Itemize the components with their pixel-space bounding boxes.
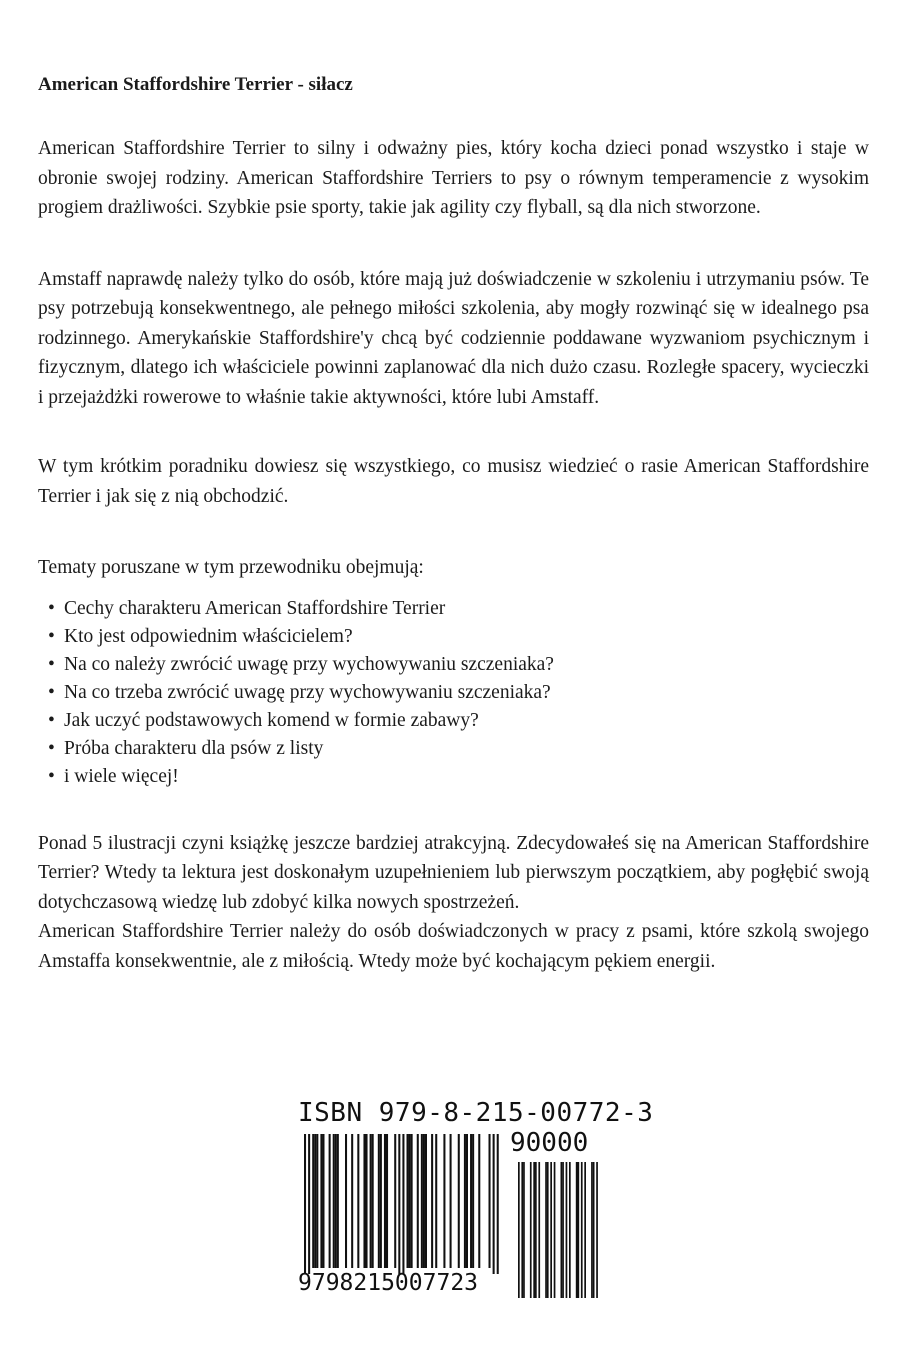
barcode-bar	[398, 1134, 400, 1274]
barcode-bar	[421, 1134, 423, 1268]
barcode-bar	[472, 1134, 474, 1268]
barcode-addon-bar	[523, 1162, 525, 1298]
barcode-addon-bar	[581, 1162, 583, 1298]
barcode-addon-bar	[518, 1162, 520, 1298]
book-title: American Staffordshire Terrier - siłacz	[38, 74, 353, 95]
bullet-icon: •	[48, 737, 55, 759]
barcode-addon-bar	[533, 1162, 535, 1298]
barcode-bar	[443, 1134, 445, 1268]
barcode-addon-bar	[578, 1162, 580, 1298]
barcode-bar	[489, 1134, 491, 1268]
barcode-bar	[304, 1134, 306, 1274]
barcode-bar	[470, 1134, 472, 1268]
barcode-bar	[497, 1134, 499, 1274]
barcode-addon-bar	[521, 1162, 523, 1298]
barcode-bar	[478, 1134, 480, 1268]
list-item: • Jak uczyć podstawowych komend w formie zabawy?	[38, 707, 869, 735]
isbn-label: ISBN 979-8-215-00772-3	[298, 1098, 654, 1128]
barcode-bar	[363, 1134, 365, 1268]
list-item: • Na co trzeba zwrócić uwagę przy wychowywaniu szczeniaka?	[38, 679, 869, 707]
guide-paragraph: W tym krótkim poradniku dowiesz się wszystkiego, co musisz wiedzieć o rasie American Staffordshire Terrier i jak się z nią obchodzić.	[38, 456, 869, 507]
barcode-bar	[329, 1134, 331, 1268]
barcode-bar	[384, 1134, 386, 1268]
barcode-bar	[458, 1134, 460, 1268]
topics-list	[38, 595, 869, 791]
barcode-bar	[425, 1134, 427, 1268]
barcode-addon-bar	[538, 1162, 540, 1298]
barcode-bar	[333, 1134, 335, 1268]
barcode-addon-bar	[530, 1162, 532, 1298]
barcode-addon-bar	[554, 1162, 556, 1298]
barcode-addon-bar	[562, 1162, 564, 1298]
barcode-bar	[312, 1134, 314, 1268]
barcode-bar	[308, 1134, 310, 1274]
barcode-bar	[316, 1134, 318, 1268]
bullet-icon: •	[48, 597, 55, 619]
barcode-bar	[435, 1134, 437, 1268]
barcode-bar	[366, 1134, 368, 1268]
bullet-icon: •	[48, 681, 55, 703]
barcode-addon-bar	[569, 1162, 571, 1298]
illustrations-paragraph: Ponad 5 ilustracji czyni książkę jeszcze bardziej atrakcyjną. Zdecydowałeś się na American Staffordshire Terrier? Wtedy ta lektura jest doskonałym uzupełnieniem lub pierwszym początkiem, aby pogłębić swoją dotychczasową wiedzę lub zdobyć kilka nowych spostrzeżeń.	[38, 832, 869, 913]
barcode-bar	[370, 1134, 372, 1268]
topics-heading: Tematy poruszane w tym przewodniku obejmują:	[38, 557, 424, 578]
barcode-addon-digits: 90000	[510, 1128, 589, 1158]
barcode-bar	[320, 1134, 322, 1268]
bullet-icon: •	[48, 765, 55, 787]
barcode-bar	[409, 1134, 411, 1268]
bullet-icon: •	[48, 625, 55, 647]
barcode-bar	[335, 1134, 337, 1268]
barcode-bar	[466, 1134, 468, 1268]
barcode-addon-bar	[547, 1162, 549, 1298]
list-item: • Cechy charakteru American Staffordshire Terrier	[38, 595, 869, 623]
barcode-bar	[407, 1134, 409, 1268]
cover-text-block	[38, 72, 869, 990]
isbn-barcode	[298, 1098, 654, 1308]
barcode-bar	[380, 1134, 382, 1268]
barcode-bar	[402, 1134, 404, 1274]
list-item: • Na co należy zwrócić uwagę przy wychowywaniu szczeniaka?	[38, 651, 869, 679]
list-item: • Kto jest odpowiednim właścicielem?	[38, 623, 869, 651]
barcode-bar	[337, 1134, 339, 1268]
closing-paragraph: American Staffordshire Terrier należy do osób doświadczonych w pracy z psami, które szkolą swojego Amstaffa konsekwentnie, ale z miłością. Wtedy może być kochającym pękiem energii.	[38, 921, 869, 972]
intro-paragraph: American Staffordshire Terrier to silny i odważny pies, który kocha dzieci ponad wszystko i staje w obronie swojej rodziny. American Staffordshire Terriers to psy o równym temperamencie z wysokim progiem drażliwości. Szybkie psie sporty, takie jak agility czy flyball, są dla nich stworzone.	[38, 138, 869, 218]
barcode-bar	[314, 1134, 316, 1268]
bullet-icon: •	[48, 709, 55, 731]
barcode-bar	[351, 1134, 353, 1268]
barcode-addon-bar	[591, 1162, 593, 1298]
list-item: • i wiele więcej!	[38, 763, 869, 791]
barcode-bar	[372, 1134, 374, 1268]
barcode-bar	[386, 1134, 388, 1268]
barcode-bar	[411, 1134, 413, 1268]
barcode-addon-bar	[561, 1162, 563, 1298]
barcode-bar	[431, 1134, 433, 1268]
barcode-addon-bar	[584, 1162, 586, 1298]
barcode-addon-bar	[535, 1162, 537, 1298]
bullet-icon: •	[48, 653, 55, 675]
barcode-addon-bar	[545, 1162, 547, 1298]
owner-paragraph: Amstaff naprawdę należy tylko do osób, które mają już doświadczenie w szkoleniu i utrzymaniu psów. Te psy potrzebują konsekwentnego, ale pełnego miłości szkolenia, aby mogły rozwinąć się w idealnego psa rodzinnego. Amerykańskie Staffordshire'y chcą być codziennie poddawane wyzwaniom psychicznym i fizycznym, dlatego ich właściciele powinni zaplanować dla nich dużo czasu. Rozległe spacery, wycieczki i przejażdżki rowerowe to właśnie takie aktywności, które lubi Amstaff.	[38, 268, 869, 408]
barcode-ean-digits: 9798215007723	[298, 1270, 479, 1296]
barcode-bar	[464, 1134, 466, 1268]
barcode-bar	[345, 1134, 347, 1268]
barcode-addon-bar	[596, 1162, 598, 1298]
barcode-bar	[357, 1134, 359, 1268]
barcode-bar	[378, 1134, 380, 1268]
barcode-addon-bar	[566, 1162, 568, 1298]
barcode-addon-bar	[576, 1162, 578, 1298]
barcode-bar	[394, 1134, 396, 1268]
barcode-bar	[493, 1134, 495, 1274]
barcode-bar	[417, 1134, 419, 1268]
barcode-addon-bar	[550, 1162, 552, 1298]
barcode-addon-bar	[593, 1162, 595, 1298]
list-item: • Próba charakteru dla psów z listy	[38, 735, 869, 763]
barcode-bar	[423, 1134, 425, 1268]
barcode-bar	[450, 1134, 452, 1268]
barcode-bar	[322, 1134, 324, 1268]
